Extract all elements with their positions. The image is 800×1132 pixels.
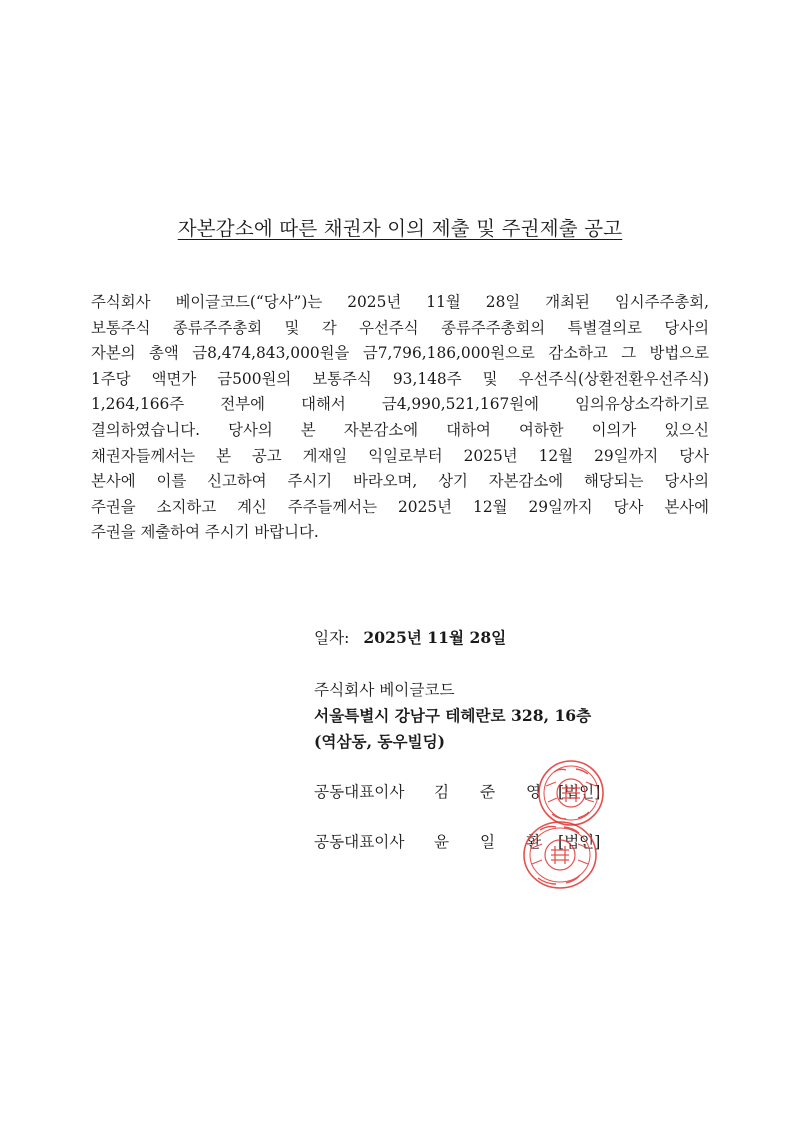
date-label: 일자:: [314, 629, 350, 647]
notice-line: 주권을 제출하여 주시기 바랍니다.: [91, 523, 319, 542]
notice-line: 1주당 액면가 금500원의 보통주식 93,148주 및 우선주식(상환전환우선주식): [91, 369, 709, 388]
representative-role: 공동대표이사: [314, 833, 405, 851]
representative-name-char: 환: [526, 833, 542, 851]
company-address-line1: 서울특별시 강남구 테헤란로 328, 16층: [314, 706, 592, 725]
representative-name-char: 윤: [434, 833, 450, 851]
notice-title: 자본감소에 따른 채권자 이의 제출 및 주권제출 공고: [177, 217, 623, 240]
representative-name-char: 영: [526, 783, 542, 801]
date-value: 2025년 11월 28일: [363, 628, 507, 647]
notice-date: [314, 626, 506, 648]
notice-line: 1,264,166주 전부에 대해서 금4,990,521,167원에 임의유상소각하기로: [91, 395, 709, 414]
notice-body: [91, 290, 709, 546]
company-block: [314, 677, 591, 755]
representative-tag: [법인]: [558, 833, 601, 851]
notice-line: 주권을 소지하고 계신 주주들께서는 2025년 12월 29일까지 당사 본사에: [91, 497, 709, 516]
representative-name-char: 준: [480, 783, 496, 801]
notice-line: 자본의 총액 금8,474,843,000원을 금7,796,186,000원으로 감소하고 그 방법으로: [91, 344, 709, 363]
notice-line: 본사에 이를 신고하여 주시기 바라오며, 상기 자본감소에 해당되는 당사의: [91, 472, 709, 491]
notice-line: 주식회사 베이글코드(“당사”)는 2025년 11월 28일 개최된 임시주주총회,: [91, 293, 709, 311]
representative-role: 공동대표이사: [314, 783, 405, 801]
notice-line: 결의하였습니다. 당사의 본 자본감소에 대하여 여하한 이의가 있으신: [91, 420, 709, 439]
representative-row: [314, 830, 600, 852]
representative-tag: [법인]: [558, 783, 601, 801]
company-name: 주식회사 베이글코드: [314, 681, 455, 699]
notice-line: 보통주식 종류주주총회 및 각 우선주식 종류주주총회의 특별결의로 당사의: [91, 318, 709, 337]
representative-name-char: 김: [434, 783, 450, 801]
company-address-line2: (역삼동, 동우빌딩): [314, 732, 446, 751]
notice-line: 채권자들께서는 본 공고 게재일 익일로부터 2025년 12월 29일까지 당사: [91, 446, 709, 465]
representative-row: [314, 780, 600, 802]
representative-name-char: 일: [480, 833, 496, 851]
